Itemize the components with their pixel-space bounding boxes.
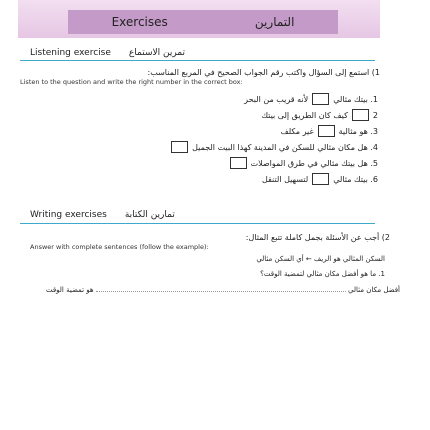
writing-line-2: أفضل مكان مثالي هو تمضية الوقت [45,286,400,294]
answer-line[interactable] [96,285,346,292]
answer-box[interactable] [312,173,329,185]
header-banner [18,0,380,38]
answer-box[interactable] [318,125,335,137]
listening-label-en: Listening exercise [30,48,111,58]
q2-english: Answer with complete sentences (follow the example): [30,243,209,251]
writing-label-en: Writing exercises [30,210,107,220]
listen-row-4: 4. هل مكان مثالي للسكن في المدينة كهذا البيت الجميل [171,141,378,153]
listen-row-3: 3. هو مثالية غير مكلف [280,126,378,136]
header-title-en: Exercises [111,15,168,29]
writing-line-1: 1. ما هو أفضل مكان مثالي لتمضية الوقت؟ [260,270,385,278]
q2-arabic: 2) أجب عن الأسئلة بجمل كاملة تتبع المثال: [245,233,390,242]
listen-row-1: 1. بيتك مثالي لأنه قريب من البحر [244,94,378,104]
header-title-ar: التمارين [254,15,295,29]
answer-box[interactable] [312,93,329,105]
listen-row-6: 6. بيتك مثالي لتسهيل التنقل [261,174,378,184]
example-line: السكن المثالي هو الريف ← أي السكن مثالي [256,255,385,263]
writing-label-ar: تمارين الكتابة [124,210,175,220]
answer-box[interactable] [230,157,247,169]
listening-divider [20,60,375,61]
writing-heading [30,210,175,220]
q1-english: Listen to the question and write the right number in the correct box: [20,78,243,86]
listening-heading [30,48,185,58]
listen-row-2: 2 كيف كان الطريق إلى بيتك [261,110,378,120]
listen-row-5: 5. هل بيتك مثالي في طرق المواصلات [230,157,378,169]
header-title-box [68,10,338,34]
q1-arabic: 1) استمع إلى السؤال واكتب رقم الجواب الصحيح في المربع المناسب: [147,68,380,77]
listening-label-ar: تمرين الاستماع [128,48,186,58]
answer-box[interactable] [171,141,188,153]
writing-divider [20,223,375,224]
answer-box[interactable] [352,109,369,121]
